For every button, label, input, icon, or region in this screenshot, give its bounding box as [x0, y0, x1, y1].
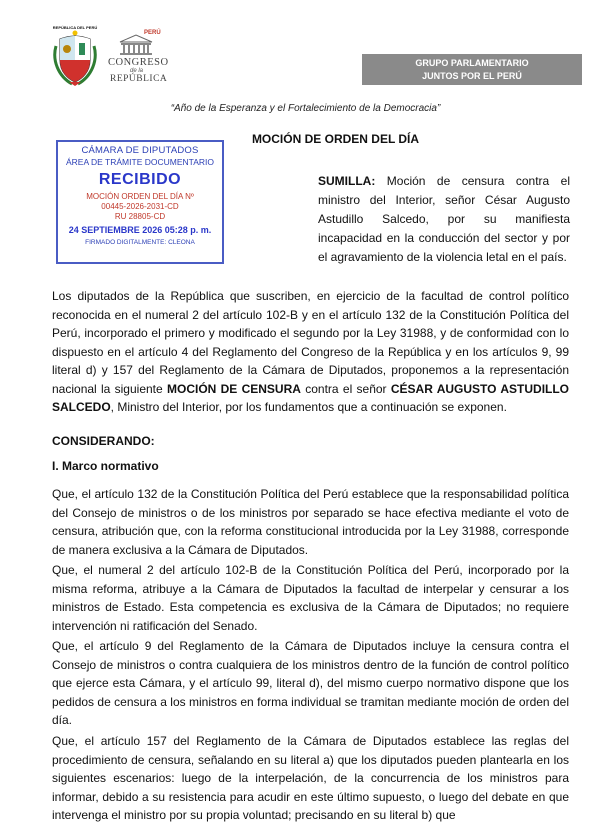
congress-logo-main: CONGRESO	[108, 57, 169, 68]
sumilla-text: Moción de censura contra el ministro del Interior, señor César Augusto Astudillo Salcedo, por su manifiesta incapacidad en la conducción del sector y por el agravamiento de la violencia letal en el país.	[318, 174, 570, 264]
paragraph: Que, el artículo 132 de la Constitución Política del Perú establece que la responsabilidad política del Consejo de ministros o de los ministros por separado se hace efectiva mediante el voto de censura, atribución que, con la reforma constitucional introducida por la Ley 31988, corresponde de manera exclusiva a la Cámara de Diputados.	[52, 487, 569, 557]
congress-logo-flag: PERÚ	[144, 30, 161, 36]
paragraph: Que, el artículo 9 del Reglamento de la Cámara de Diputados incluye la censura contra el Consejo de ministros o contra cualquiera de los ministros dentro de la función de control político que ejerce esta Cámara, y el artículo 99, literal d), del mismo cuerpo normativo dispone que los pedidos de censura a los ministros en forma individual se tramitan mediante moción de orden del día.	[52, 639, 569, 727]
sumilla-label: SUMILLA:	[318, 174, 376, 188]
stamp-datetime: 24 SEPTIEMBRE 2026 05:28 p. m.	[68, 225, 212, 235]
paragraph: Que, el artículo 157 del Reglamento de la Cámara de Diputados establece las reglas del procedimiento de censura, señalando en su literal a) que los diputados pueden plantearla en los siguientes escenarios: luego de la interpelación, de la concurrencia de los ministros para informar, debido a su resistencia para acudir en este último supuesto, o luego del debate en que intervenga el ministro por su propia voluntad; precisando en su literal b) que	[52, 734, 569, 822]
intro-text-1: Los diputados de la República que suscriben, en ejercicio de la facultad de control político reconocida en el numeral 2 del artículo 102-B y en el artículo 132 de la Constitución Política del Perú, incorporado el primero y modificado el segundo por la Ley 31988, y de conformidad con lo dispuesto en el artículo 4 del Reglamento del Congreso de la República y en los artículos 9, 99 literal d) y 157 del Reglamento de la Cámara de Diputados, proponemos a la representación nacional la siguiente	[52, 289, 569, 396]
sumilla	[318, 172, 570, 267]
stamp-signed: FIRMADO DIGITALMENTE: CLEONA	[85, 239, 195, 246]
stamp-status: RECIBIDO	[98, 171, 182, 188]
group-line-2: JUNTOS POR EL PERÚ	[422, 71, 522, 81]
document-title: MOCIÓN DE ORDEN DEL DÍA	[251, 132, 420, 146]
paragraph: Que, el numeral 2 del artículo 102-B de la Constitución Política del Perú, incorporado por la misma reforma, atribuye a la Cámara de Diputados la facultad de interpelar y censurar a los ministros de Estado. Esta competencia es exclusiva de la Cámara de Diputados; no requiere intervención ni ratificación del Senado.	[52, 563, 569, 633]
stamp-motion-number: 00445-2026-2031-CD	[101, 202, 179, 211]
congress-logo-sub: de la	[130, 68, 144, 74]
intro-motion-type: MOCIÓN DE CENSURA	[166, 381, 301, 396]
stamp-chamber: CÁMARA DE DIPUTADOS	[81, 145, 199, 156]
considerando-heading: CONSIDERANDO:	[52, 434, 155, 448]
group-line-1: GRUPO PARLAMENTARIO	[415, 58, 529, 68]
stamp-motion-label: MOCIÓN ORDEN DEL DÍA Nº	[86, 192, 194, 201]
section-heading: I. Marco normativo	[52, 459, 159, 473]
stamp-area: ÁREA DE TRÁMITE DOCUMENTARIO	[66, 157, 214, 167]
intro-minister-name: CÉSAR AUGUSTO ASTUDILLO SALCEDO	[52, 381, 570, 414]
stamp-ru: RU 28805-CD	[114, 212, 166, 221]
intro-paragraph	[52, 287, 569, 417]
congress-building-icon	[118, 34, 154, 56]
intro-text-2: contra el señor	[300, 381, 391, 396]
year-motto: “Año de la Esperanza y el Fortalecimiento de la Democracia”	[170, 103, 441, 114]
congress-logo	[104, 30, 168, 86]
congress-logo-bottom: REPÚBLICA	[110, 74, 168, 84]
intro-text-3: , Ministro del Interior, por los fundamentos que a continuación se exponen.	[110, 400, 507, 414]
parliamentary-group-banner	[362, 54, 582, 85]
peru-coat-of-arms-logo	[52, 30, 98, 86]
shield-caption: REPÚBLICA DEL PERÚ	[52, 25, 98, 30]
reception-stamp	[56, 140, 224, 264]
